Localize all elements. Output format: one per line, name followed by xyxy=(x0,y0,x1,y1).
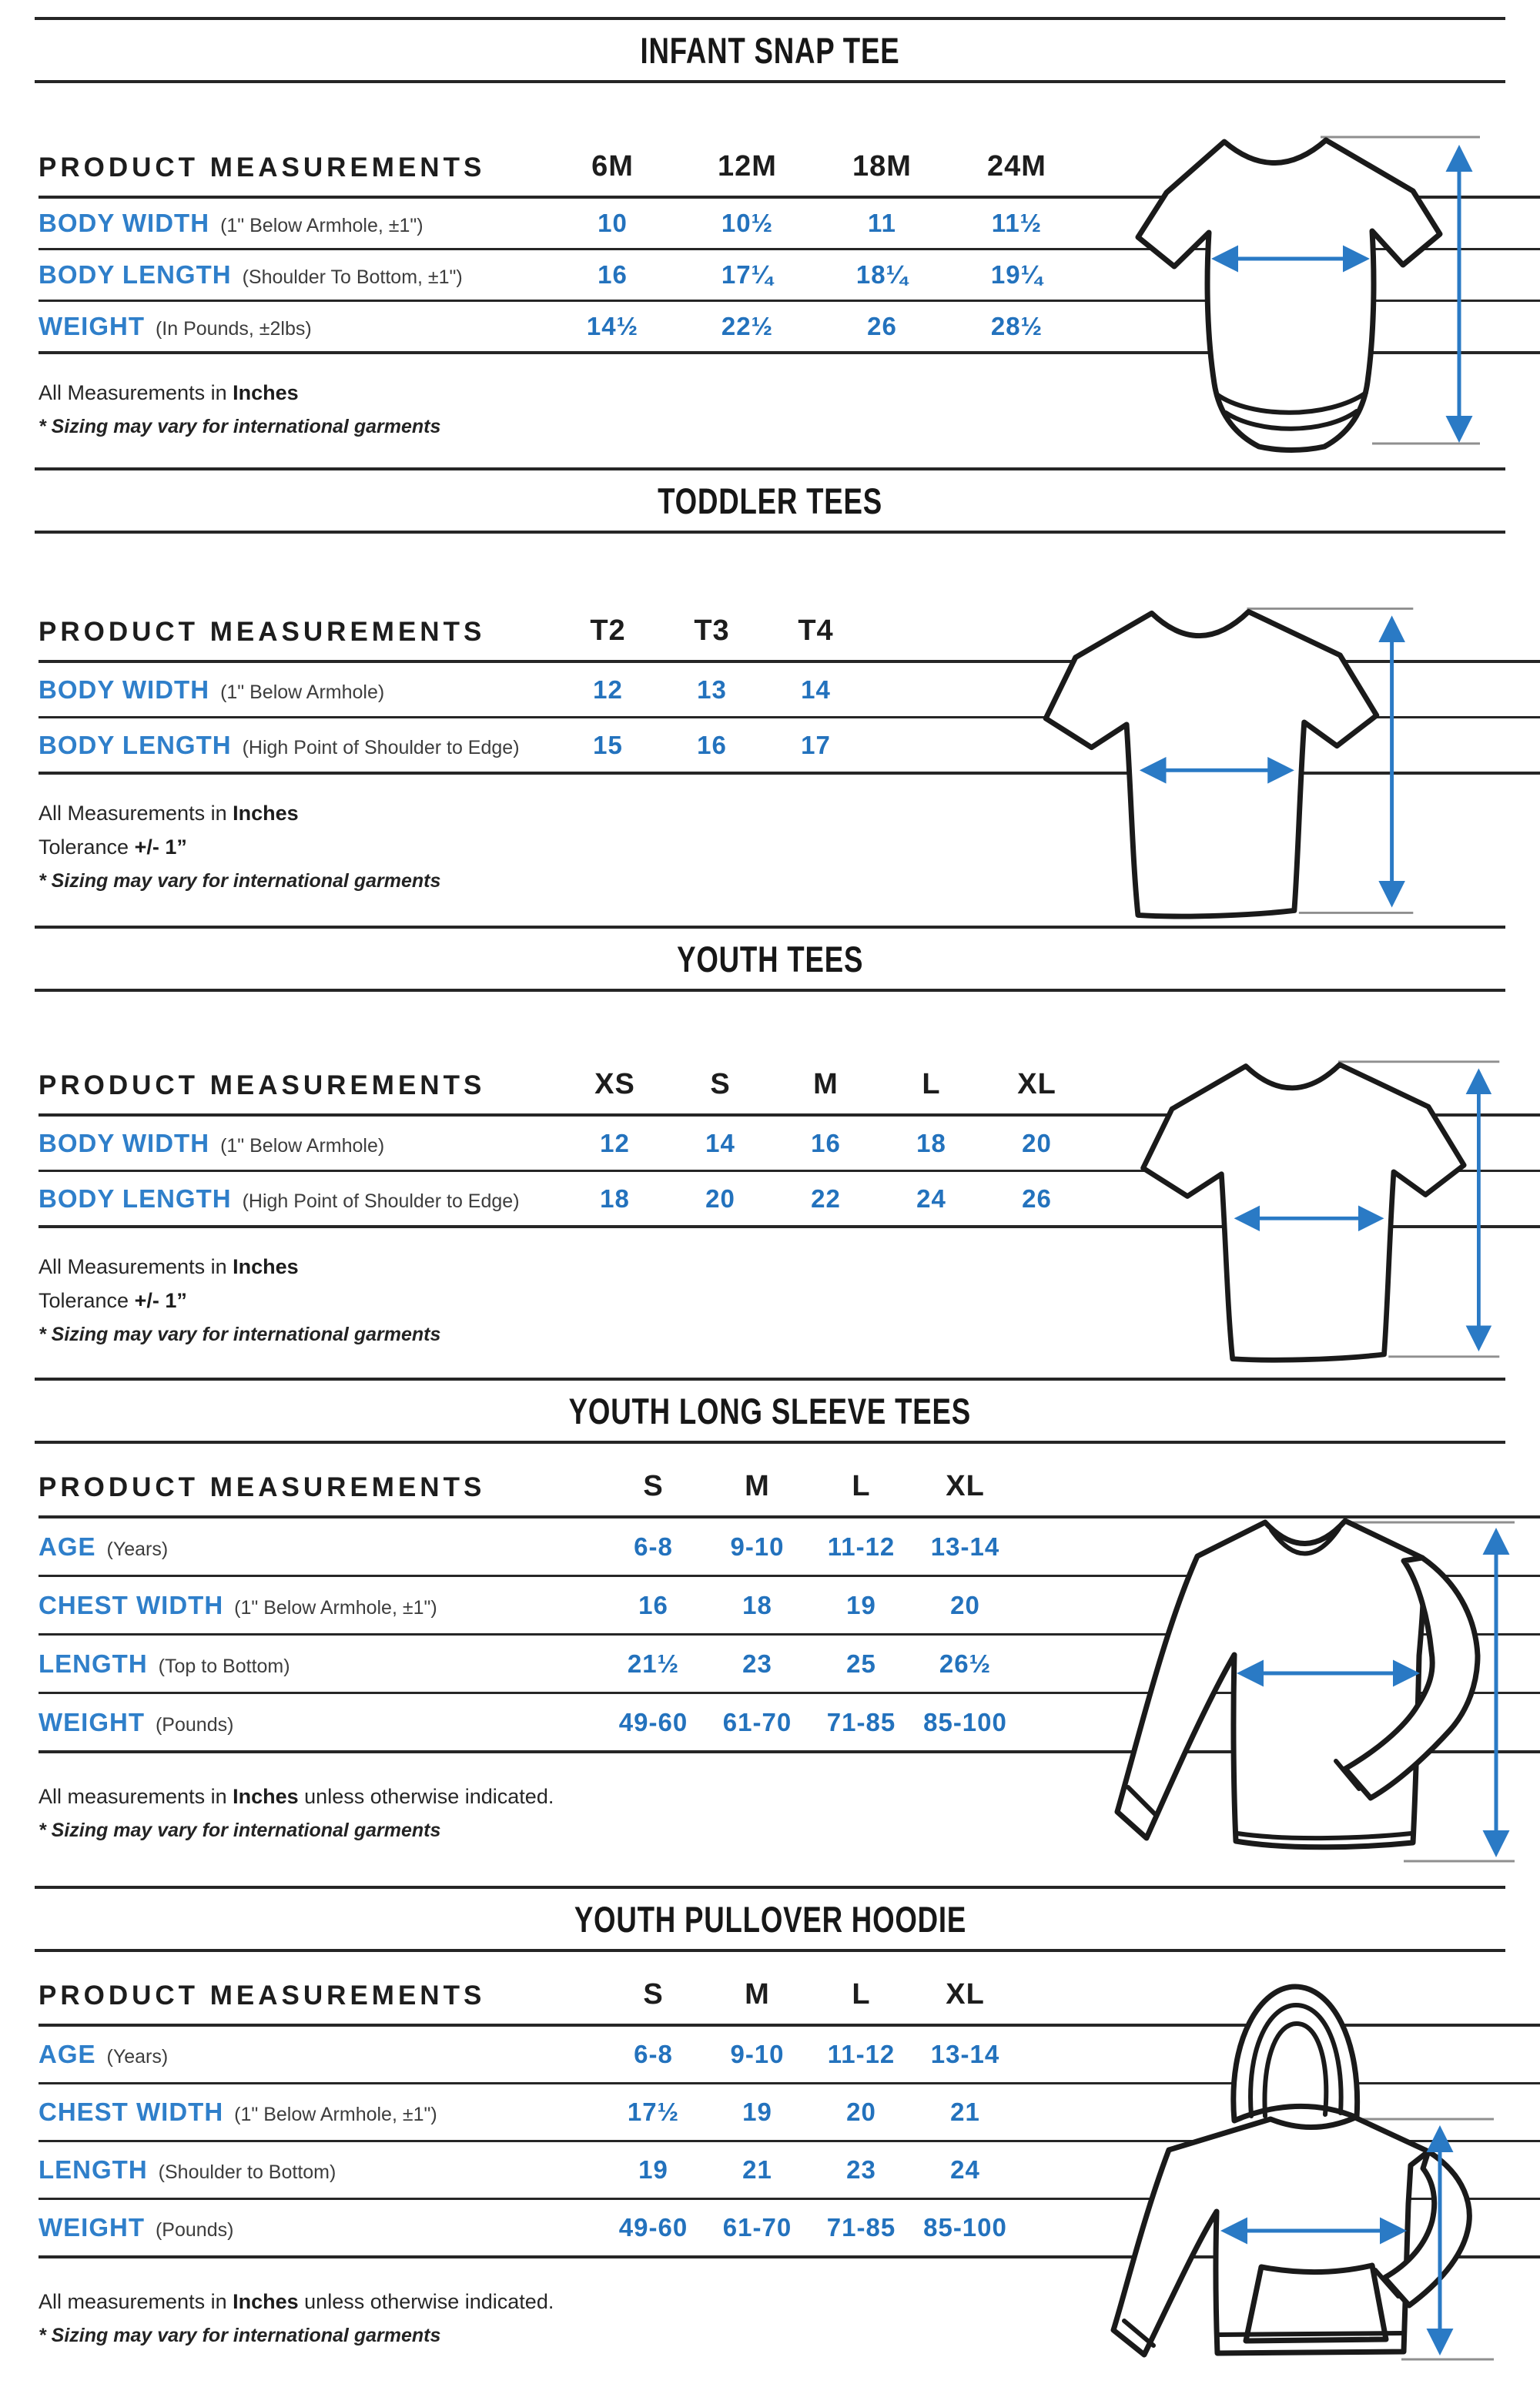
size-column-header: T3 xyxy=(694,614,730,647)
row-label-note: (1" Below Armhole, ±1") xyxy=(234,2104,437,2125)
row-label-note: (Shoulder To Bottom, ±1") xyxy=(242,266,463,288)
tee-outline xyxy=(1046,611,1377,916)
units-note: All measurements in Inches unless otherwise indicated. xyxy=(38,2290,554,2313)
size-chart-page xyxy=(0,17,1540,2394)
measurement-value: 11-12 xyxy=(827,1532,896,1561)
measurement-value: 20 xyxy=(705,1184,735,1213)
row-label: LENGTH xyxy=(38,2155,148,2184)
toddler-tee-illustration xyxy=(993,566,1424,947)
section-title-bar xyxy=(35,1886,1505,1952)
section-title-bar xyxy=(35,467,1505,534)
measurement-value: 25 xyxy=(846,1649,876,1678)
size-column-header: 24M xyxy=(987,150,1046,182)
measurement-value: 21 xyxy=(950,2098,980,2126)
tee-outline xyxy=(1143,1065,1465,1361)
size-column-header: M xyxy=(745,1978,770,2011)
kangaroo-pocket xyxy=(1246,2265,1386,2341)
row-label-note: (High Point of Shoulder to Edge) xyxy=(242,736,520,758)
measurement-value: 19 xyxy=(638,2155,668,2184)
measurement-value: 49-60 xyxy=(618,1707,688,1736)
measurement-value: 11 xyxy=(868,209,896,237)
measurement-value: 6-8 xyxy=(634,1532,673,1561)
size-column-header: M xyxy=(813,1068,839,1100)
bodysuit-outline xyxy=(1138,140,1440,450)
row-label-note: (1" Below Armhole, ±1") xyxy=(220,215,424,236)
measurement-value: 22½ xyxy=(721,312,774,340)
size-column-header: S xyxy=(643,1470,664,1502)
section-title: INFANT SNAP TEE xyxy=(640,29,900,71)
measurement-value: 16 xyxy=(811,1128,841,1157)
row-label-note: (Pounds) xyxy=(155,1713,234,1736)
measurement-value: 18 xyxy=(742,1590,772,1619)
units-note: All measurements in Inches unless otherwise indicated. xyxy=(38,1785,554,1808)
measurement-value: 85-100 xyxy=(923,1707,1007,1736)
row-label: BODY LENGTH xyxy=(38,260,232,289)
row-label-note: (Pounds) xyxy=(155,2219,234,2241)
measurement-value: 10 xyxy=(598,209,628,237)
table-header-label: PRODUCT MEASUREMENTS xyxy=(38,617,486,647)
row-label-note: (1" Below Armhole) xyxy=(220,681,385,703)
row-label: BODY WIDTH xyxy=(38,209,210,237)
row-label-note: (Shoulder to Bottom) xyxy=(158,2161,336,2183)
size-column-header: 6M xyxy=(591,150,634,182)
youth-long-sleeve-tee-illustration xyxy=(1074,1490,1525,1875)
sizing-note: * Sizing may vary for international garments xyxy=(38,1324,441,1345)
section-youth-pullover-hoodie xyxy=(0,1886,1540,2377)
measurement-value: 19 xyxy=(846,1590,876,1619)
sizing-note: * Sizing may vary for international garments xyxy=(38,2325,441,2346)
size-column-header: XL xyxy=(946,1978,985,2011)
row-label-note: (In Pounds, ±2lbs) xyxy=(155,318,312,340)
measurement-value: 9-10 xyxy=(730,1532,785,1561)
units-note: All Measurements in Inches xyxy=(38,381,299,404)
measurement-value: 12 xyxy=(593,675,623,704)
section-title-bar xyxy=(35,926,1505,992)
measurement-value: 23 xyxy=(742,1649,772,1678)
measurement-value: 16 xyxy=(697,730,727,759)
section-title: YOUTH LONG SLEEVE TEES xyxy=(568,1390,972,1431)
measurement-value: 18 xyxy=(600,1184,630,1213)
row-label: BODY LENGTH xyxy=(38,1184,232,1213)
measurement-value: 22 xyxy=(811,1184,841,1213)
row-label-note: (Years) xyxy=(106,2046,169,2068)
tolerance-note: Tolerance +/- 1” xyxy=(38,835,187,859)
measurement-value: 18 xyxy=(916,1128,946,1157)
row-label: CHEST WIDTH xyxy=(38,1590,224,1619)
section-title: YOUTH TEES xyxy=(676,938,864,979)
measurement-value: 20 xyxy=(950,1590,980,1619)
measurement-value: 14 xyxy=(705,1128,735,1157)
row-label-note: (1" Below Armhole) xyxy=(220,1134,385,1157)
measurement-value: 20 xyxy=(846,2098,876,2126)
row-label: BODY LENGTH xyxy=(38,730,232,759)
row-label: LENGTH xyxy=(38,1649,148,1678)
section-youth-tees xyxy=(0,926,1540,1378)
size-column-header: T2 xyxy=(590,614,626,647)
measurement-value: 24 xyxy=(916,1184,946,1213)
size-column-header: XL xyxy=(946,1470,985,1502)
measurement-value: 15 xyxy=(593,730,623,759)
measurement-value: 28½ xyxy=(990,312,1043,340)
measurement-value: 13-14 xyxy=(930,1532,1000,1561)
measurement-value: 13-14 xyxy=(930,2040,1000,2068)
measurement-value: 12 xyxy=(600,1128,630,1157)
row-label: WEIGHT xyxy=(38,2213,145,2242)
measurement-value: 21 xyxy=(742,2155,772,2184)
row-label: BODY WIDTH xyxy=(38,675,210,704)
section-title-bar xyxy=(35,1378,1505,1444)
section-youth-long-sleeve-tees xyxy=(0,1378,1540,1886)
section-infant-snap-tee xyxy=(0,17,1540,467)
size-column-header: XL xyxy=(1017,1068,1056,1100)
size-column-header: XS xyxy=(594,1068,635,1100)
units-note: All Measurements in Inches xyxy=(38,802,299,825)
tolerance-note: Tolerance +/- 1” xyxy=(38,1289,187,1312)
measurement-value: 19 xyxy=(742,2098,772,2126)
measurement-value: 17¼ xyxy=(721,260,774,289)
section-toddler-tees xyxy=(0,467,1540,926)
measurement-value: 17½ xyxy=(627,2098,680,2126)
row-label: AGE xyxy=(38,2040,96,2068)
section-title: TODDLER TEES xyxy=(658,480,882,521)
measurement-value: 14 xyxy=(801,675,831,704)
sizing-note: * Sizing may vary for international garments xyxy=(38,1820,441,1841)
section-title-bar xyxy=(35,17,1505,83)
measurement-value: 16 xyxy=(598,260,628,289)
row-label-note: (1" Below Armhole, ±1") xyxy=(234,1596,437,1619)
row-label: AGE xyxy=(38,1532,96,1561)
sizing-note: * Sizing may vary for international garments xyxy=(38,870,441,892)
measurement-value: 14½ xyxy=(586,312,639,340)
measurement-value: 18¼ xyxy=(855,260,909,289)
long-sleeve-tee-outline xyxy=(1117,1521,1424,1847)
size-column-header: S xyxy=(643,1978,664,2011)
measurement-value: 26 xyxy=(867,312,897,340)
measurement-value: 19¼ xyxy=(990,260,1043,289)
measurement-value: 20 xyxy=(1022,1128,1052,1157)
measurement-value: 11-12 xyxy=(827,2040,896,2068)
size-column-header: L xyxy=(852,1470,871,1502)
table-header-label: PRODUCT MEASUREMENTS xyxy=(38,1070,486,1100)
size-column-header: T4 xyxy=(798,614,834,647)
units-note: All Measurements in Inches xyxy=(38,1255,299,1278)
size-column-header: S xyxy=(710,1068,731,1100)
measurement-value: 24 xyxy=(950,2155,980,2184)
youth-tee-illustration xyxy=(1093,1020,1509,1390)
measurement-value: 10½ xyxy=(721,209,774,237)
measurement-value: 13 xyxy=(697,675,727,704)
measurement-value: 26 xyxy=(1022,1184,1052,1213)
sizing-note: * Sizing may vary for international garments xyxy=(38,416,441,437)
measurement-value: 49-60 xyxy=(618,2213,688,2242)
table-header-label: PRODUCT MEASUREMENTS xyxy=(38,152,486,182)
size-column-header: 18M xyxy=(852,150,912,182)
measurement-value: 16 xyxy=(638,1590,668,1619)
size-column-header: M xyxy=(745,1470,770,1502)
row-label-note: (Top to Bottom) xyxy=(158,1655,290,1677)
measurement-value: 23 xyxy=(846,2155,876,2184)
measurement-value: 9-10 xyxy=(730,2040,785,2068)
infant-bodysuit-illustration xyxy=(1101,108,1517,470)
measurement-value: 26½ xyxy=(939,1649,992,1678)
row-label: WEIGHT xyxy=(38,312,145,340)
measurement-value: 71-85 xyxy=(826,2213,896,2242)
youth-pullover-hoodie-illustration xyxy=(1078,1965,1509,2377)
measurement-value: 71-85 xyxy=(826,1707,896,1736)
table-header-label: PRODUCT MEASUREMENTS xyxy=(38,1980,486,2011)
row-label: WEIGHT xyxy=(38,1707,145,1736)
bottom-band-line xyxy=(1220,2333,1401,2335)
row-label-note: (Years) xyxy=(106,1538,169,1560)
measurement-value: 61-70 xyxy=(722,2213,792,2242)
row-label: CHEST WIDTH xyxy=(38,2098,224,2126)
measurement-value: 21½ xyxy=(627,1649,680,1678)
measurement-value: 61-70 xyxy=(722,1707,792,1736)
measurement-value: 85-100 xyxy=(923,2213,1007,2242)
measurement-value: 6-8 xyxy=(634,2040,673,2068)
table-header-label: PRODUCT MEASUREMENTS xyxy=(38,1472,486,1502)
row-label: BODY WIDTH xyxy=(38,1128,210,1157)
size-column-header: L xyxy=(922,1068,941,1100)
size-column-header: 12M xyxy=(718,150,777,182)
measurement-value: 17 xyxy=(801,730,831,759)
size-column-header: L xyxy=(852,1978,871,2011)
section-title: YOUTH PULLOVER HOODIE xyxy=(574,1898,966,1940)
measurement-value: 11½ xyxy=(991,209,1043,237)
row-label-note: (High Point of Shoulder to Edge) xyxy=(242,1190,520,1212)
